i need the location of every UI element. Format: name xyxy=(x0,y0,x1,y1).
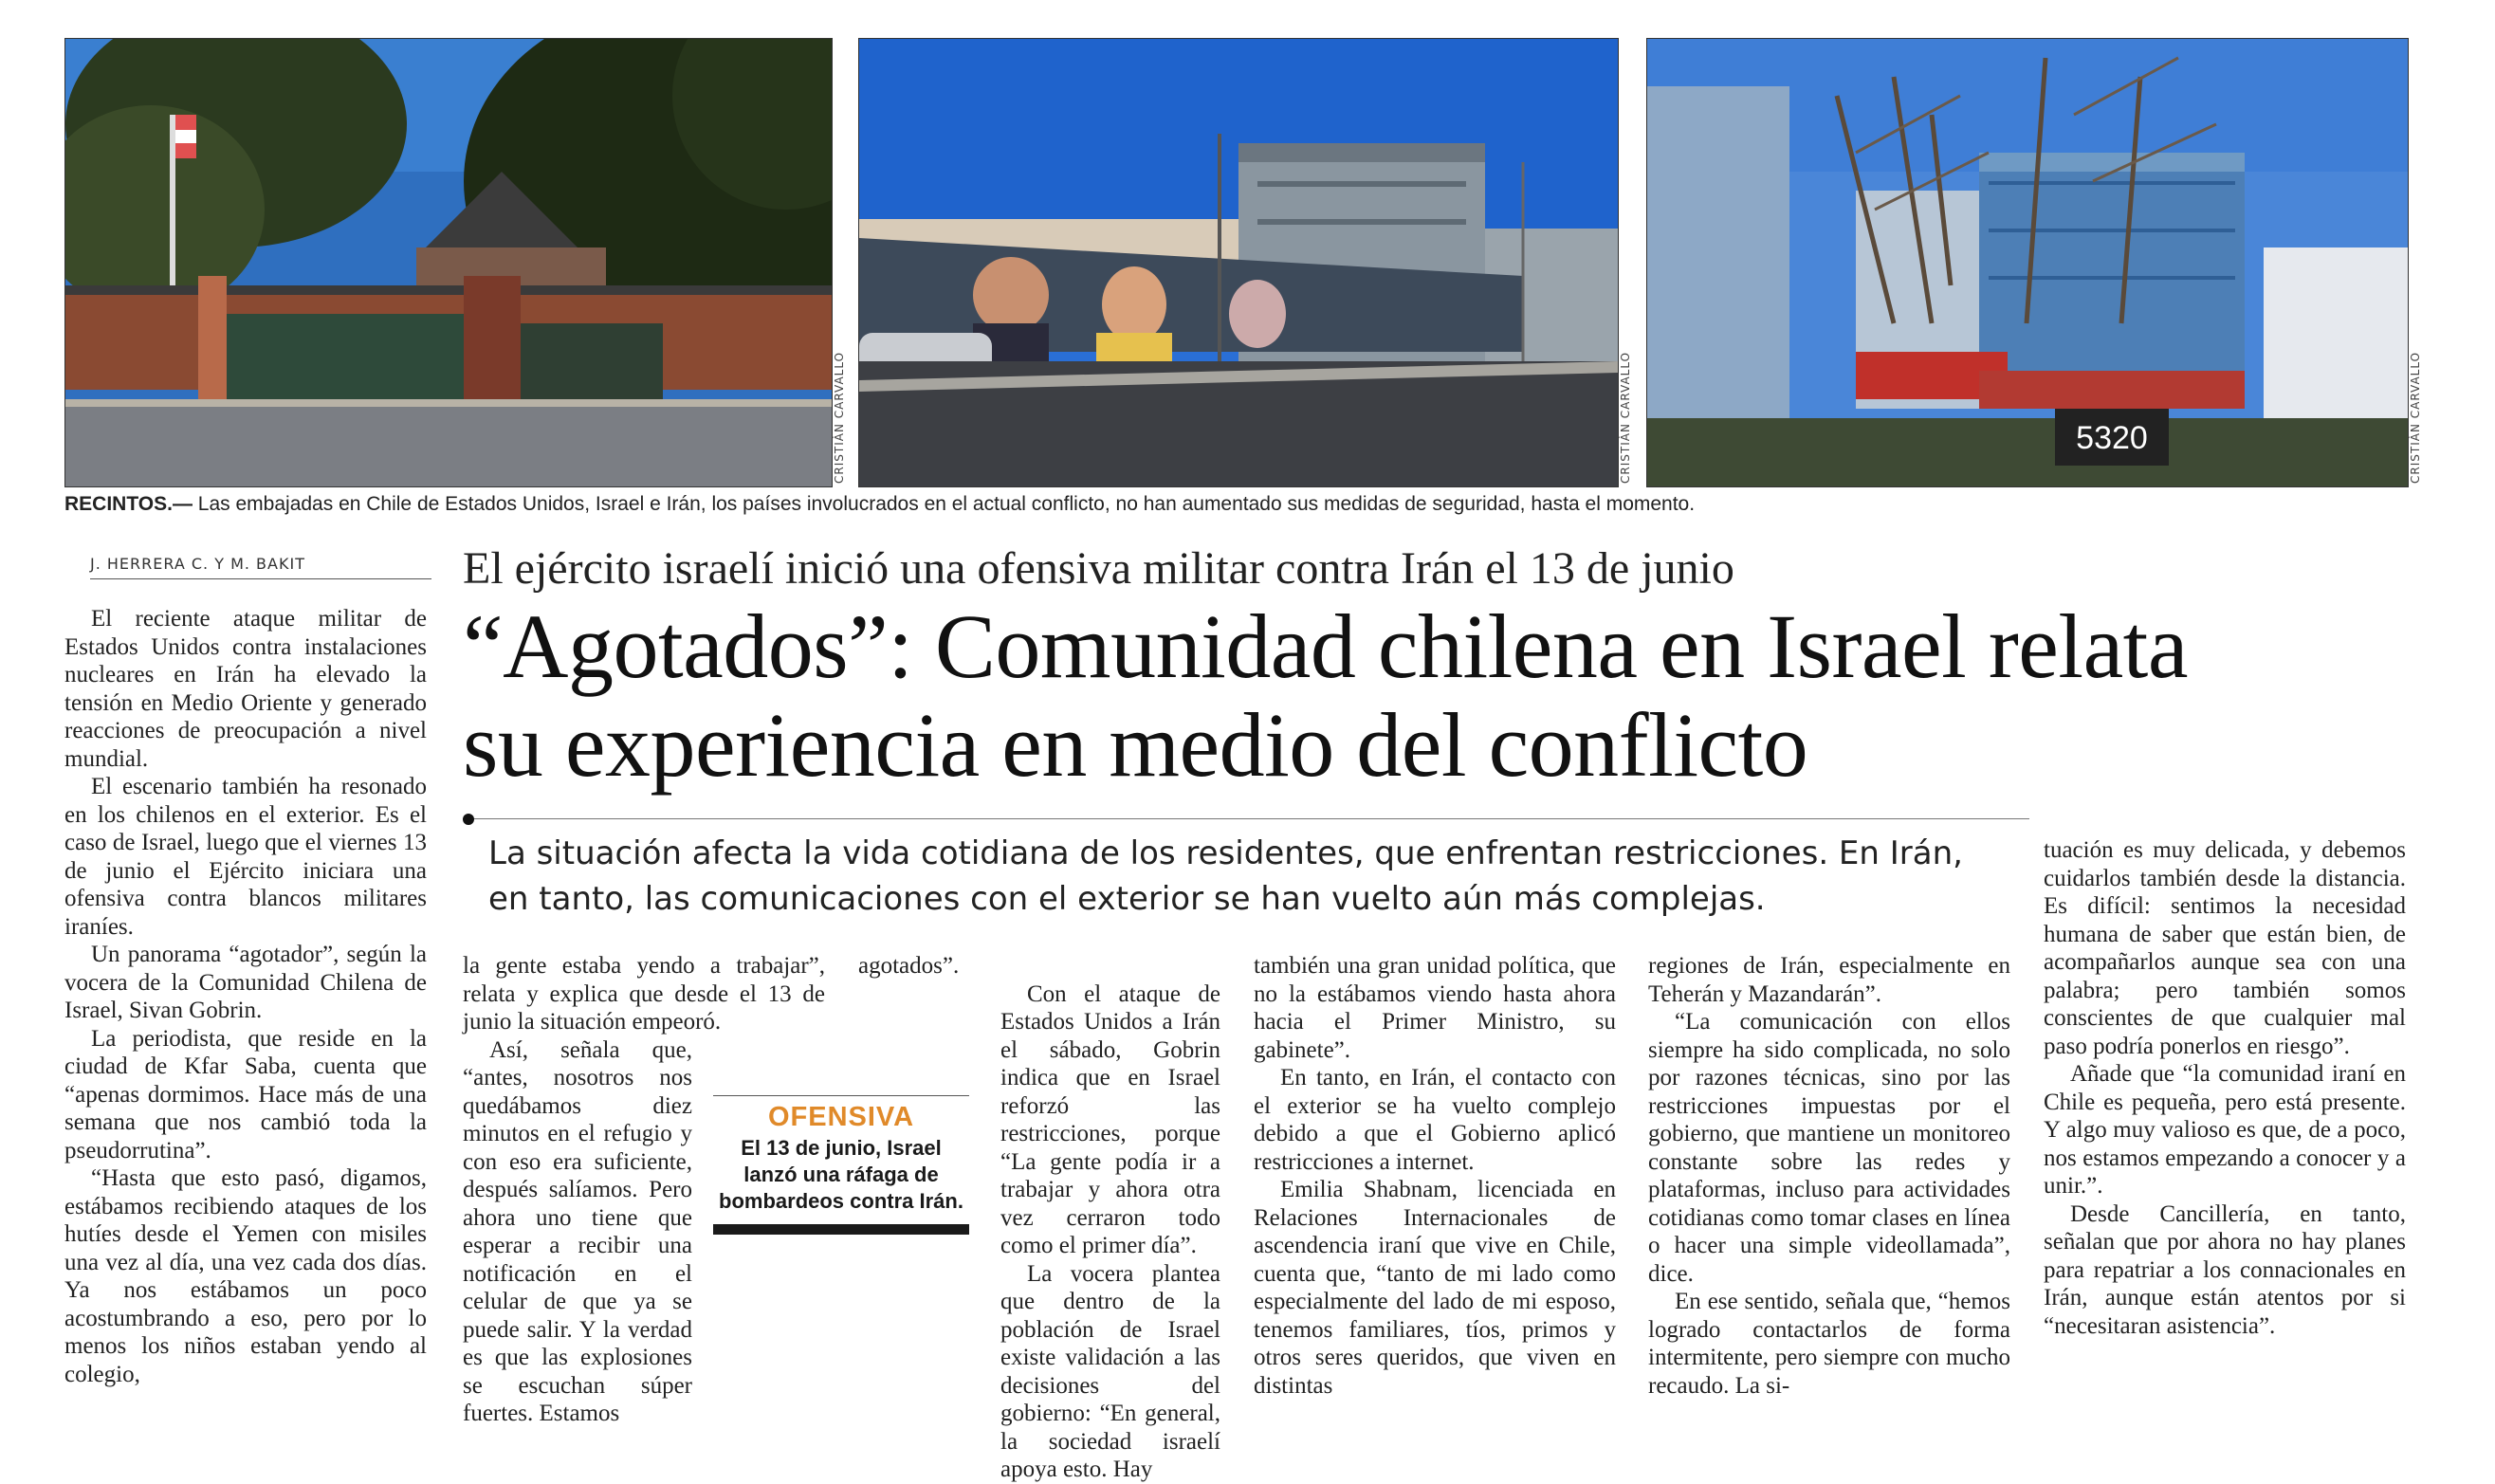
pull-quote-text: El 13 de junio, Israel lanzó una ráfaga de bombardeos contra Irán. xyxy=(719,1136,963,1213)
paragraph: regiones de Irán, especialmente en Teherán y Mazandarán”. xyxy=(1648,953,2010,1007)
byline: J. HERRERA C. Y M. BAKIT xyxy=(90,555,431,579)
paragraph: la gente estaba yendo a trabajar”, relata y explica que desde el 13 de junio la situación empeoró. xyxy=(463,953,825,1035)
body-column-4 xyxy=(1254,952,1616,1400)
paragraph: agotados”. xyxy=(858,953,960,979)
paragraph: El escenario también ha resonado en los chilenos en el exterior. Es el caso de Israel, luego que el viernes 13 de junio el Ejército iniciara una ofensiva contra blancos militares iraníes. xyxy=(64,774,427,940)
deck-divider xyxy=(463,814,2037,825)
paragraph: Añade que “la comunidad iraní en Chile es pequeña, pero está presente. Y algo muy valioso es que, de a poco, nos estamos empezando a conocer y a unir.”. xyxy=(2044,1061,2406,1199)
photo-israel-embassy xyxy=(858,38,1619,487)
body-column-6 xyxy=(2044,836,2406,1340)
paragraph: Desde Cancillería, en tanto, señalan que por ahora no hay planes para repatriar a los connacionales en Irán, aunque están atentos por si “necesitaran asistencia”. xyxy=(2044,1200,2406,1339)
paragraph: “La comunicación con ellos siempre ha sido complicada, no solo por razones técnicas, sino por las restricciones impuestas por el gobierno, que mantiene un monitoreo constante sobre las redes y plataformas, incluso para actividades cotidianas como tomar clases en línea o hacer una simple videollamada”, dice. xyxy=(1648,1009,2010,1287)
photo-caption xyxy=(64,493,2435,516)
paragraph: también una gran unidad política, que no la estábamos viendo hasta ahora hacia el Primer Ministro, su gabinete”. xyxy=(1254,953,1616,1063)
paragraph: Emilia Shabnam, licenciada en Relaciones Internacionales de ascendencia iraní que vive en Chile, cuenta que, “tanto de mi lado como especialmente del lado de mi esposo, tenemos familiares, tíos, primos y otros seres queridos, que viven en distintas xyxy=(1254,1177,1616,1399)
paragraph: En ese sentido, señala que, “hemos logrado contactarlos de forma intermitente, pero siempre con mucho recaudo. La si- xyxy=(1648,1289,2010,1399)
photo-credit-1: CRISTIÁN CARVALLO xyxy=(833,351,846,484)
body-column-5 xyxy=(1648,952,2010,1400)
paragraph: La periodista, que reside en la ciudad de Kfar Saba, cuenta que “apenas dormimos. Hace más de una semana que nos cambió toda la pseudorrutina”. xyxy=(64,1025,427,1163)
divider-line xyxy=(474,818,2029,819)
caption-text: Las embajadas en Chile de Estados Unidos, Israel e Irán, los países involucrados en el actual conflicto, no han aumentado sus medidas de seguridad, hasta el momento. xyxy=(192,493,1696,515)
paragraph: Un panorama “agotador”, según la vocera de la Comunidad Chilena de Israel, Sivan Gobrin. xyxy=(64,942,427,1023)
deck: La situación afecta la vida cotidiana de los residentes, que enfrentan restricciones. En Irán, en tanto, las comunicaciones con el exterior se han vuelto aún más complejas. xyxy=(488,834,1963,918)
paragraph: Así, señala que, “antes, nosotros nos quedábamos diez minutos en el refugio y con eso era suficiente, después salíamos. Pero ahora uno tiene que esperar a recibir una notificación en el celular de que ya se puede salir. Y la verdad es que las explosiones se escuchan súper fuertes. Estamos xyxy=(463,1036,692,1426)
paragraph: El reciente ataque militar de Estados Unidos contra instalaciones nucleares en Irán ha elevado la tensión en Medio Oriente y generado reacciones de preocupación a nivel mundial. xyxy=(64,606,427,772)
paragraph: La vocera plantea que dentro de la población de Israel existe validación a las decisiones del gobierno: “En general, la sociedad israelí apoya esto. Hay xyxy=(1000,1260,1220,1482)
headline-line-1: “Agotados”: Comunidad chilena en Israel relata xyxy=(463,595,2188,697)
headline-line-2: su experiencia en medio del conflicto xyxy=(463,694,1808,796)
paragraph: Con el ataque de Estados Unidos a Irán el sábado, Gobrin indica que en Israel reforzó las restricciones, porque “La gente podía ir a trabajar y ahora otra vez cerraron todo como el primer día”. xyxy=(1000,980,1220,1258)
paragraph: En tanto, en Irán, el contacto con el exterior se ha vuelto complejo debido a que el Gobierno aplicó restricciones a internet. xyxy=(1254,1065,1616,1175)
headline xyxy=(463,597,2454,795)
photo-us-embassy xyxy=(64,38,833,487)
paragraph: “Hasta que esto pasó, digamos, estábamos recibiendo ataques de los hutíes desde el Yemen con misiles una vez al día, una vez cada dos días. Ya nos estábamos un poco acostumbrando a eso, pero por lo menos los niños estaban yendo al colegio, xyxy=(64,1165,427,1387)
pull-quote-box xyxy=(713,1095,969,1235)
building-number-5320: 5320 xyxy=(2076,420,2148,456)
photo-credit-3: CRISTIÁN CARVALLO xyxy=(2409,351,2422,484)
paragraph: tuación es muy delicada, y debemos cuidarlos también desde la distancia. Es difícil: sentimos la necesidad humana de saber que están bien, de acompañarlos aunque sea con una palabra; pero también somos conscientes de que cualquier mal paso podría ponerlos en riesgo”. xyxy=(2044,837,2406,1059)
photo-credit-2: CRISTIÁN CARVALLO xyxy=(1619,351,1632,484)
caption-lead: RECINTOS.— xyxy=(64,493,193,515)
photo-iran-embassy xyxy=(1646,38,2409,487)
headline-kicker: El ejército israelí inició una ofensiva militar contra Irán el 13 de junio xyxy=(463,543,1734,594)
body-column-1 xyxy=(64,605,427,1388)
bullet-dot-icon xyxy=(463,814,474,825)
pull-quote-kicker: OFENSIVA xyxy=(767,1102,915,1132)
